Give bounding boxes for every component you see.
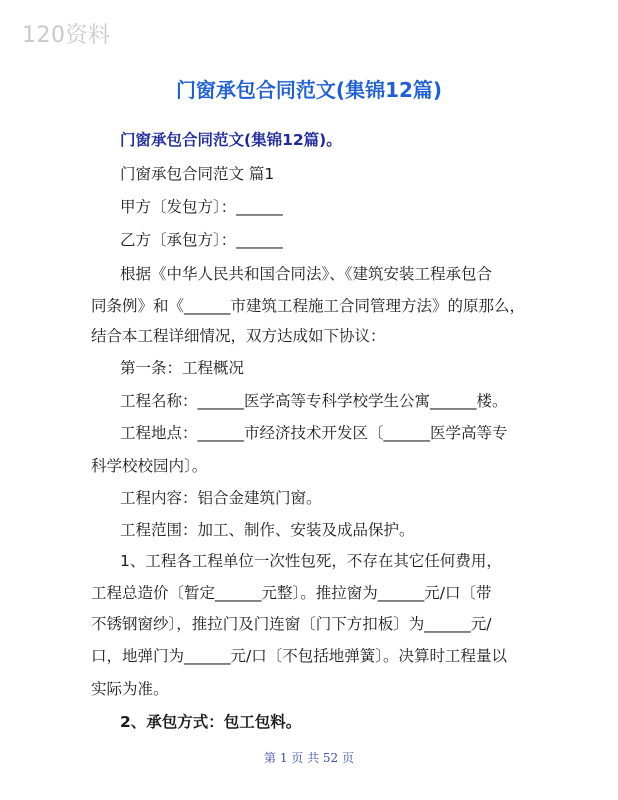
project-content-line: 工程内容：铝合金建筑门窗。 [120, 489, 322, 507]
clause-heading: 2、承包方式：包工包料。 [120, 713, 302, 731]
document-subtitle: 门窗承包合同范文(集锦12篇)。 [120, 131, 342, 149]
clause-line: 1、工程各工程单位一次性包死，不存在其它任何费用， [120, 552, 502, 570]
party-b-line: 乙方〔承包方〕：______ [120, 231, 283, 249]
paragraph-line: 同条例》和《______市建筑工程施工合同管理方法》的原那么， [91, 297, 526, 315]
paragraph-line: 科学校校园内〕。 [91, 457, 208, 475]
paragraph-line: 实际为准。 [91, 680, 169, 698]
paragraph-line: 根据《中华人民共和国合同法》、《建筑安装工程承包合 [120, 265, 493, 283]
document-title: 门窗承包合同范文(集锦12篇) [175, 78, 443, 102]
page-footer: 第 1 页 共 52 页 [264, 751, 354, 765]
paragraph-line: 口，地弹门为______元/口〔不包括地弹簧〕。决算时工程量以 [91, 647, 507, 665]
section-heading: 门窗承包合同范文 篇1 [120, 165, 275, 183]
party-a-line: 甲方〔发包方〕：______ [120, 198, 283, 216]
watermark: 120资料 [22, 23, 111, 48]
article-heading: 第一条：工程概况 [120, 359, 245, 377]
project-scope-line: 工程范围：加工、制作、安装及成品保护。 [120, 521, 415, 539]
paragraph-line: 结合本工程详细情况，双方达成如下协议： [91, 327, 386, 345]
project-name-line: 工程名称：______医学高等专科学校学生公寓______楼。 [120, 392, 508, 410]
paragraph-line: 不锈钢窗纱〕，推拉门及门连窗〔门下方扣板〕为______元/ [91, 615, 492, 633]
project-location-line: 工程地点：______市经济技术开发区〔______医学高等专 [120, 424, 508, 442]
paragraph-line: 工程总造价〔暂定______元整〕。推拉窗为______元/口〔带 [91, 584, 492, 602]
